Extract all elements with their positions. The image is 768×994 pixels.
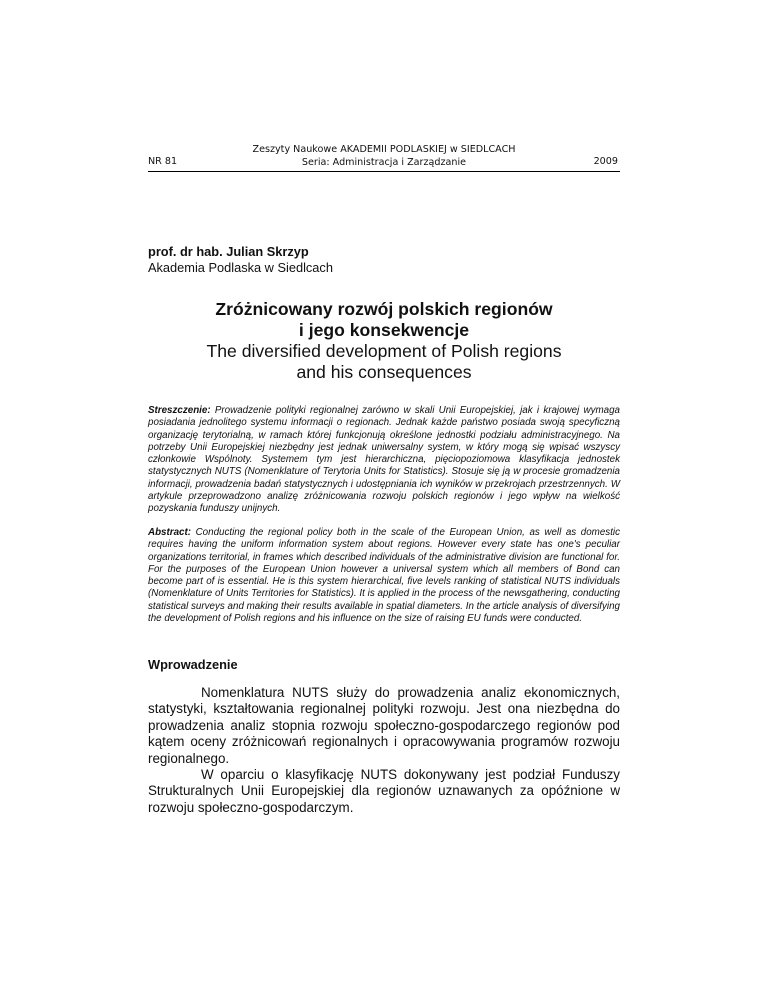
author-block [148,244,620,275]
author-affiliation: Akademia Podlaska w Siedlcach [148,259,333,275]
abstract-polish [148,405,620,516]
title-block [148,299,620,383]
title-en-line-2: and his consequences [296,362,472,382]
title-en-line-1: The diversified development of Polish regions [206,341,562,361]
title-pl-line-1: Zróżnicowany rozwój polskich regionów [215,299,553,319]
journal-line-2: Seria: Administracja i Zarządzanie [301,156,467,168]
author-name: prof. dr hab. Julian Skrzyp [148,244,309,259]
issue-year: 2009 [593,156,618,167]
abstract-english-label: Abstract: [148,527,192,538]
abstract-polish-label: Streszczenie: [148,405,211,416]
title-pl-line-2: i jego konsekwencje [298,320,470,340]
section-heading: Wprowadzenie [148,657,238,672]
body-paragraph-1: Nomenklatura NUTS służy do prowadzenia analiz ekonomicznych, statystyki, kształtowania regionalnej polityki rozwoju. Jest ona niezbędna do prowadzenia analiz stopnia rozwoju społeczno-gospodarczego regionów pod kątem oceny zróżnicowań regionalnych i opracowywania programów rozwoju regionalnego. [148,685,620,766]
running-header [148,143,620,173]
abstract-english [148,527,620,625]
header-rule [148,171,620,172]
abstract-polish-text: Prowadzenie polityki regionalnej zarówno w skali Unii Europejskiej, jak i krajowej wymaga posiadania jednolitego systemu informacji o regionach. Jednak każde państwo posiada swoją specyficzną organizację terytorialną, w ramach której funkcjonują określone jednostki podziału administracyjnego. Na potrzeby Unii Europejskiej niezbędny jest jednak uniwersalny system, w który mogą się wpisać wszyscy członkowie Wspólnoty. Systemem tym jest hierarchiczna, pięciopoziomowa klasyfikacja jednostek statystycznych NUTS (Nomenklature of Terytoria Units for Statistics). Stosuje się ją w procesie gromadzenia informacji, prowadzenia badań statystycznych i udostępniania ich wyników w przekrojach przestrzennych. W artykule przeprowadzono analizę zróżnicowania rozwoju polskich regionów i jego wpływ na wielkość pozyskania funduszy unijnych. [148,405,620,515]
issue-number: NR 81 [148,156,178,167]
abstract-english-text: Conducting the regional policy both in the scale of the European Union, as well as domestic requires having the uniform information system about regions. However every state has one's peculiar organizations territorial, in frames which described individuals of the administrative division are functional for. For the purposes of the European Union however a universal system which all members of Bond can become part of is essential. He is this system hierarchical, five levels ranking of statistical NUTS individuals (Nomenklature of Units Territories for Statistics). It is applied in the process of the newsgathering, conducting statistical surveys and making their results available in spatial diameters. In the article analysis of diversifying the development of Polish regions and his influence on the size of raising EU funds were conducted. [148,527,620,625]
journal-line-1: Zeszyty Naukowe AKADEMII PODLASKIEJ w SIEDLCACH [252,144,516,155]
body-paragraph-2: W oparciu o klasyfikację NUTS dokonywany jest podział Funduszy Strukturalnych Unii Europejskiej dla regionów uznawanych za opóźnione w rozwoju społeczno-gospodarczym. [148,767,620,815]
journal-name [148,144,620,169]
section-body [148,685,620,816]
